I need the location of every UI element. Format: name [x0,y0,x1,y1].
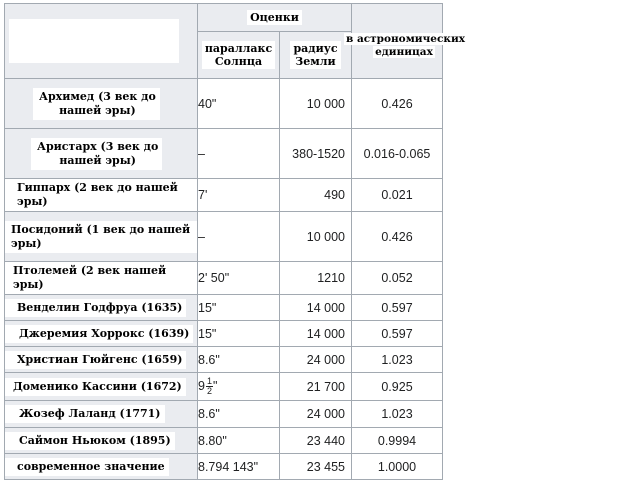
row-name-line2: нашей эры) [59,153,136,167]
row-name-cell [5,401,198,428]
header-au-line1: в астрономических [346,33,465,45]
row-name-cell [5,428,198,454]
parallax-value: 8.794 143" [198,454,280,480]
au-value: 0.052 [352,262,443,295]
header-radius-line1: радиус [293,42,338,55]
parallax-value: 2' 50" [198,262,280,295]
table-row [5,321,443,347]
au-value: 1.023 [352,347,443,373]
radius-value: 24 000 [280,401,352,428]
header-radius-line2: Земли [295,55,336,68]
row-name-cell [5,373,198,401]
parallax-value: 8.6" [198,347,280,373]
radius-value: 23 455 [280,454,352,480]
au-value: 0.021 [352,179,443,212]
table-row [5,179,443,212]
parallax-fraction [206,377,213,396]
au-value: 1.0000 [352,454,443,480]
parallax-value: 40" [198,79,280,129]
radius-value: 21 700 [280,373,352,401]
parallax-value: 8.80" [198,428,280,454]
radius-value: 1210 [280,262,352,295]
header-au-label [344,33,464,59]
radius-value: 14 000 [280,321,352,347]
table-row [5,262,443,295]
row-name-cell [5,347,198,373]
table-row [5,212,443,262]
row-name-cell [5,295,198,321]
radius-value: 10 000 [280,79,352,129]
table-row [5,454,443,480]
row-name [31,138,162,170]
table-row [5,401,443,428]
header-corner-cell [5,4,198,79]
radius-value: 490 [280,179,352,212]
fraction-numerator: 1 [206,376,212,386]
radius-value: 14 000 [280,295,352,321]
row-name-cell [5,454,198,480]
au-value: 0.016-0.065 [352,129,443,179]
au-value: 1.023 [352,401,443,428]
row-name-cell [5,212,198,262]
estimates-table [4,3,465,480]
row-name [33,88,160,120]
parallax-value [198,373,280,401]
row-name: Посидоний (1 век до нашей эры) [5,221,197,253]
row-name: Джеремия Хоррокс (1639) [5,325,193,343]
row-name: Саймон Ньюком (1895) [5,432,175,450]
header-corner-blank [9,19,179,63]
parallax-unit: " [212,378,218,393]
header-estimates-cell [198,4,352,32]
header-radius-cell [280,32,352,79]
row-name-cell [5,129,198,179]
radius-value: 23 440 [280,428,352,454]
header-au-cell [346,4,465,79]
row-name-cell [5,321,198,347]
row-name: Христиан Гюйгенс (1659) [5,351,186,369]
row-name-line2: нашей эры) [59,103,136,117]
au-value: 0.597 [352,295,443,321]
header-parallax-line2: Солнца [214,55,263,68]
au-value: 0.426 [352,79,443,129]
parallax-whole: 9 [198,378,205,393]
header-au-line2: единицах [375,46,433,58]
row-name: Жозеф Лаланд (1771) [5,405,165,423]
radius-value: 24 000 [280,347,352,373]
radius-value: 380-1520 [280,129,352,179]
parallax-value: – [198,212,280,262]
radius-value: 10 000 [280,212,352,262]
table-row [5,79,443,129]
parallax-value: 15" [198,295,280,321]
header-parallax-cell [198,32,280,79]
row-name: Гиппарх (2 век до нашей эры) [5,179,197,211]
table-row [5,347,443,373]
row-name-line1: Аристарх (3 век до [37,139,159,153]
header-estimates: Оценки [247,10,302,25]
table-row [5,373,443,401]
table-row [5,129,443,179]
row-name-line1: Архимед (3 век до [39,89,156,103]
row-name: Венделин Годфруа (1635) [5,299,186,317]
row-name-cell [5,179,198,212]
au-value: 0.9994 [352,428,443,454]
row-name: Птолемей (2 век нашей эры) [5,262,197,294]
parallax-value: 8.6" [198,401,280,428]
header-parallax-line1: параллакс [204,42,273,55]
header-parallax [202,41,275,69]
parallax-value: 7' [198,179,280,212]
header-radius [290,41,340,69]
au-value: 0.925 [352,373,443,401]
au-value: 0.426 [352,212,443,262]
parallax-value: – [198,129,280,179]
fraction-denominator: 2 [206,386,212,396]
row-name-cell [5,262,198,295]
row-name-cell [5,79,198,129]
parallax-value: 15" [198,321,280,347]
au-value: 0.597 [352,321,443,347]
row-name: современное значение [5,458,169,476]
table-row [5,295,443,321]
row-name: Доменико Кассини (1672) [5,378,186,396]
table-row [5,428,443,454]
